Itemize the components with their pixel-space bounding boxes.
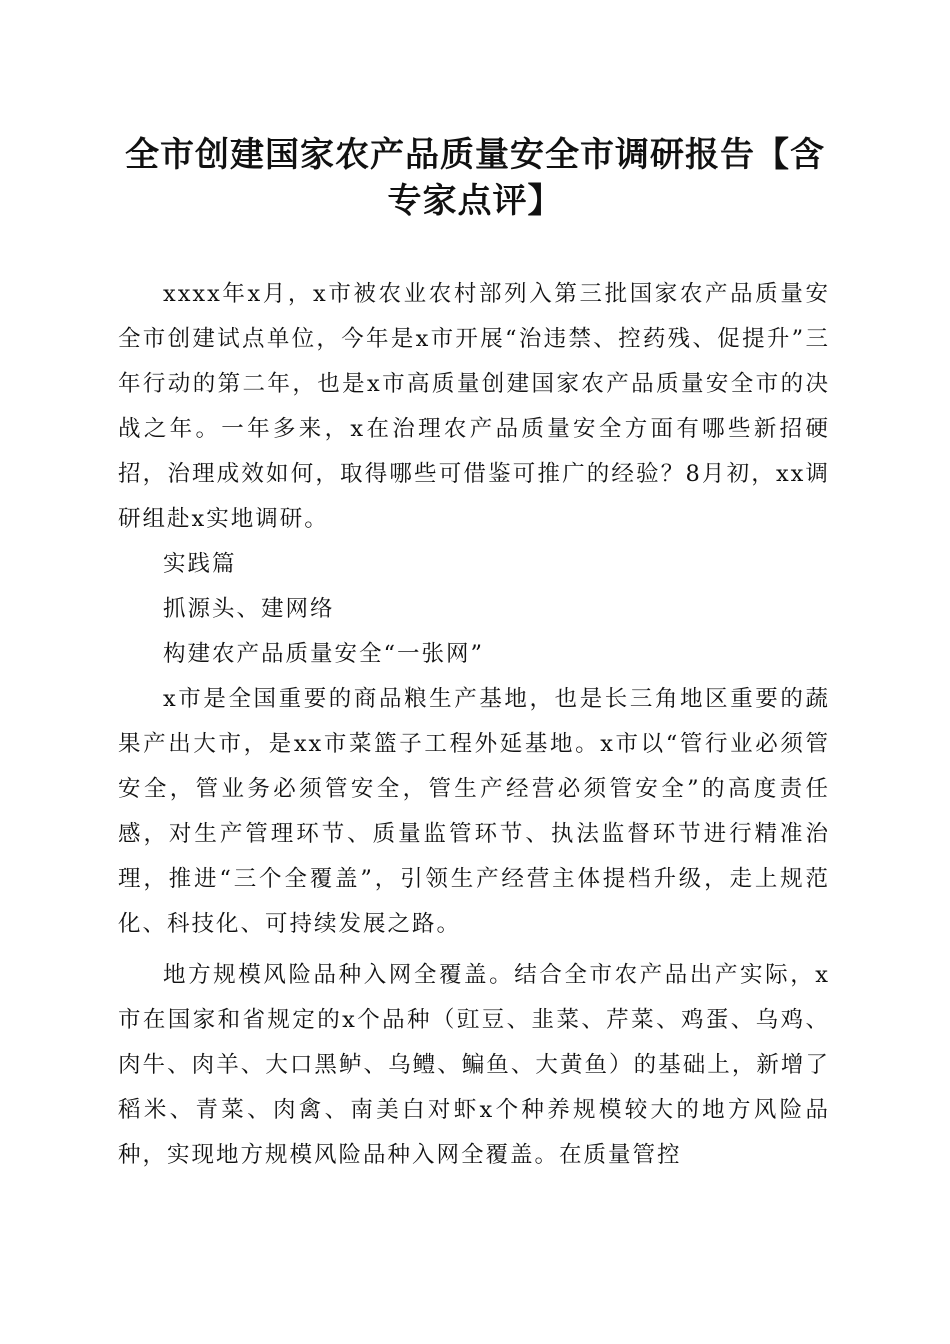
subheading-one-net: 构建农产品质量安全“一张网” <box>163 641 485 667</box>
intro-paragraph: xxxx年x月，x市被农业农村部列入第三批国家农产品质量安全市创建试点单位，今年是x市开展“治违禁、控药残、促提升”三年行动的第二年，也是x市高质量创建国家农产品质量安全市的决战之年。一年多来，x在治理农产品质量安全方面有哪些新招硬招，治理成效如何，取得哪些可借鉴可推广的经验？8月初，xx调研组赴x实地调研。 <box>118 281 830 532</box>
city-overview-paragraph: x市是全国重要的商品粮生产基地，也是长三角地区重要的蔬果产出大市，是xx市菜篮子工程外延基地。x市以“管行业必须管安全，管业务必须管安全，管生产经营必须管安全”的高度责任感，对生产管理环节、质量监管环节、执法监督环节进行精准治理，推进“三个全覆盖”，引领生产经营主体提档升级，走上规范化、科技化、可持续发展之路。 <box>118 686 830 937</box>
subheading-source-network: 抓源头、建网络 <box>163 596 335 622</box>
document-title: 全市创建国家农产品质量安全市调研报告【含专家点评】 <box>125 135 825 221</box>
risk-varieties-paragraph: 地方规模风险品种入网全覆盖。结合全市农产品出产实际，x市在国家和省规定的x个品种（豇豆、韭菜、芹菜、鸡蛋、乌鸡、肉牛、肉羊、大口黑鲈、乌鳢、鳊鱼、大黄鱼）的基础上，新增了稻米、青菜、肉禽、南美白对虾x个种养规模较大的地方风险品种，实现地方规模风险品种入网全覆盖。在质量管控 <box>118 962 830 1168</box>
section-heading-practice: 实践篇 <box>163 551 237 577</box>
document-body <box>118 272 830 1178</box>
